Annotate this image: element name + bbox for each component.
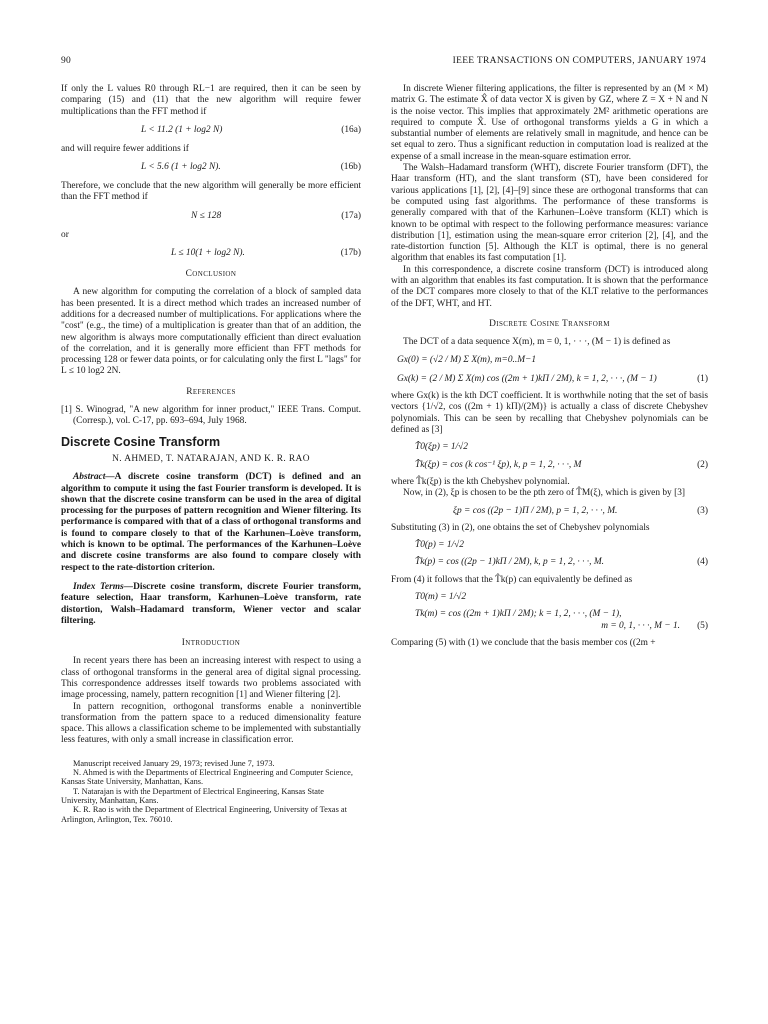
equation-4-line-a: T̂0(p) = 1/√2: [415, 540, 464, 551]
abstract-label: Abstract—: [73, 472, 115, 483]
equation-4-line-b: T̂k(p) = cos ((2p − 1)kΠ / 2M), k, p = 1, 2, · · ·, M.: [415, 557, 604, 568]
running-header: IEEE TRANSACTIONS ON COMPUTERS, JANUARY 1974: [452, 56, 706, 66]
paragraph: From (4) it follows that the T̂k(p) can equivalently be defined as: [391, 574, 633, 585]
reference-item: [1] S. Winograd, "A new algorithm for inner product," IEEE Trans. Comput. (Corresp.), vol. C-17, pp. 693–694, July 1968.: [61, 405, 361, 427]
paragraph: Comparing (5) with (1) we conclude that the basis member cos ((2m +: [391, 637, 656, 648]
dct-heading: Discrete Cosine Transform: [489, 318, 610, 329]
index-terms-text: Discrete cosine transform, discrete Fourier transform, feature selection, Haar transform, Karhunen–Loève transform, rate distortion, Walsh–Hadamard transform, Wiener vector and scalar filtering.: [61, 581, 362, 626]
equation-3: [453, 506, 708, 517]
equation-number: (4): [697, 557, 708, 568]
footnote: T. Natarajan is with the Department of Electrical Engineering, Kansas State University, Manhattan, Kans.: [61, 786, 324, 805]
right-column: [391, 84, 708, 649]
equation-16b: [61, 162, 361, 174]
paragraph: In pattern recognition, orthogonal transforms enable a noninvertible transformation from the pattern space to a reduced dimensionality feature space. This allows a classification scheme to be implemented with substantially less features, with only a small increase in classification error.: [61, 701, 361, 746]
equation-number: (16a): [341, 124, 361, 135]
equation-number: (3): [697, 505, 708, 516]
article-title: Discrete Cosine Transform: [61, 434, 221, 449]
equation-1: [397, 355, 708, 386]
paragraph: and will require fewer additions if: [61, 143, 189, 154]
authors: N. AHMED, T. NATARAJAN, AND K. R. RAO: [112, 453, 310, 464]
references-heading: References: [186, 386, 236, 397]
equation-2-line-b: T̂k(ξp) = cos (k cos⁻¹ ξp), k, p = 1, 2, · · ·, M: [415, 459, 582, 470]
equation-expr: L < 5.6 (1 + log2 N).: [141, 162, 221, 173]
page-number: 90: [61, 56, 72, 66]
paragraph: In this correspondence, a discrete cosine transform (DCT) is introduced along with an algorithm that enables its fast computation. It is shown that the performance of the DCT compares more closely to that of the KLT relative to the performances of the DFT, WHT, and HT.: [391, 264, 708, 309]
introduction-heading: Introduction: [181, 638, 241, 649]
equation-5-line-c: m = 0, 1, · · ·, M − 1.: [601, 620, 680, 631]
paragraph: Therefore, we conclude that the new algorithm will generally be more efficient than the FFT method if: [61, 181, 361, 203]
index-terms-label: Index Terms—: [73, 581, 134, 592]
equation-4: [415, 540, 708, 569]
equation-16a: [61, 125, 361, 137]
footnote: Manuscript received January 29, 1973; revised June 7, 1973.: [73, 758, 275, 768]
equation-2: [415, 442, 708, 471]
paragraph: where T̂k(ξp) is the kth Chebyshev polynomial.: [391, 476, 570, 487]
equation-17a: [61, 211, 361, 223]
paragraph: If only the L values R0 through RL−1 are required, then it can be seen by comparing (15) and (11) that the new algorithm will require fewer multiplications than the FFT method if: [61, 84, 361, 117]
equation-number: (16b): [340, 162, 361, 173]
equation-5-line-a: T0(m) = 1/√2: [415, 591, 467, 602]
equation-number: (5): [697, 620, 708, 631]
equation-number: (17b): [340, 248, 361, 259]
footnote: K. R. Rao is with the Department of Electrical Engineering, University of Texas at Arlington, Arlington, Tex. 76010.: [61, 805, 347, 824]
paragraph: where Gx(k) is the kth DCT coefficient. It is worthwhile noting that the set of basis vectors {1/√2, cos ((2m + 1) kΠ)/(2M)} is actually a class of discrete Chebyshev polynomials. This can be seen by recalling that Chebyshev polynomials can be defined as [3]: [391, 391, 708, 436]
equation-17b: [61, 248, 361, 260]
equation-5-line-b: Tk(m) = cos ((2m + 1)kΠ / 2M); k = 1, 2, · · ·, (M − 1),: [415, 609, 622, 620]
equation-1-line-a: Gx(0) = (√2 / M) Σ X(m), m=0..M−1: [397, 354, 537, 365]
equation-expr: L ≤ 10(1 + log2 N).: [171, 248, 245, 259]
abstract: [61, 472, 361, 574]
paragraph: In recent years there has been an increasing interest with respect to using a class of orthogonal transforms in the general area of digital signal processing. This correspondence addresses itself towards two problems associated with image processing, namely, pattern recognition [1] and Wiener filtering [2].: [61, 656, 361, 701]
footnotes: [61, 759, 361, 824]
paragraph: In discrete Wiener filtering applications, the filter is represented by an (M × M) matrix G. The estimate X̂ of data vector X is given by GZ, where Z = X + N and N is the noise vector. This implies that approximately 2M² arithmetic operations are required to compute X̂. Use of orthogonal transforms yields a G in which a substantial number of elements are relatively small in magnitude, and hence can be set equal to zero. Thus a significant reduction in computation load is realized at the expense of a small increase in the mean-square estimation error.: [391, 84, 708, 162]
equation-expr: L < 11.2 (1 + log2 N): [141, 124, 223, 135]
equation-3-line: ξp = cos ((2p − 1)Π / 2M), p = 1, 2, · · ·, M.: [453, 505, 618, 516]
equation-number: (17a): [341, 210, 361, 221]
left-column: [61, 84, 361, 824]
equation-5: [415, 592, 708, 632]
equation-number: (2): [697, 459, 708, 470]
paragraph: The DCT of a data sequence X(m), m = 0, 1, · · ·, (M − 1) is defined as: [403, 337, 671, 348]
paragraph: Now, in (2), ξp is chosen to be the pth zero of T̂M(ξ), which is given by [3]: [403, 488, 685, 499]
conclusion-paragraph: A new algorithm for computing the correlation of a block of sampled data has been presented. It is a direct method which trades an increased number of additions for a decreased number of multiplications. For applications where the "cost" (e.g., the time) of a multiplication is greater than that of an addition, the new algorithm is always more computationally efficient than direct evaluation of the correlation, and it is generally more efficient than FFT methods for processing 128 or fewer data points, or for calculating only the first L "lags" for L ≤ 10 log2 2N.: [61, 287, 361, 377]
equation-number: (1): [697, 373, 708, 384]
index-terms: [61, 582, 361, 627]
paragraph: Substituting (3) in (2), one obtains the set of Chebyshev polynomials: [391, 522, 650, 533]
equation-2-line-a: T̂0(ξp) = 1/√2: [415, 442, 468, 453]
equation-1-line-b: Gx(k) = (2 / M) Σ X(m) cos ((2m + 1)kΠ / 2M), k = 1, 2, · · ·, (M − 1): [397, 373, 657, 384]
abstract-text: A discrete cosine transform (DCT) is defined and an algorithm to compute it using the fast Fourier transform is developed. It is shown that the discrete cosine transform can be used in the area of digital processing for the purposes of pattern recognition and Wiener filtering. Its performance is compared with that of a class of orthogonal transforms and is found to compare closely to that of the Karhunen–Loève transform, which is known to be optimal. The performances of the Karhunen–Loève and discrete cosine transforms are also found to compare closely with respect to the rate-distortion criterion.: [61, 472, 361, 573]
footnote: N. Ahmed is with the Departments of Electrical Engineering and Computer Science, Kansas State University, Manhattan, Kans.: [61, 768, 353, 787]
or-text: or: [61, 229, 69, 240]
equation-expr: N ≤ 128: [191, 210, 222, 221]
conclusion-heading: Conclusion: [185, 269, 237, 280]
paragraph: The Walsh–Hadamard transform (WHT), discrete Fourier transform (DFT), the Haar transform (HT), and the slant transform (ST), have been considered for various applications [1], [2], [4]–[9] since these are orthogonal transforms that can be computed using fast algorithms. The performance of these transforms is generally compared with that of the Karhunen–Loève transform (KLT) which is known to be optimal with respect to the following performance measures: variance distribution [1], estimation using the mean-square error criterion [2], [4], and the rate-distortion function [5]. Although the KLT is optimal, there is no general algorithm that enables its fast computation [1].: [391, 163, 708, 264]
